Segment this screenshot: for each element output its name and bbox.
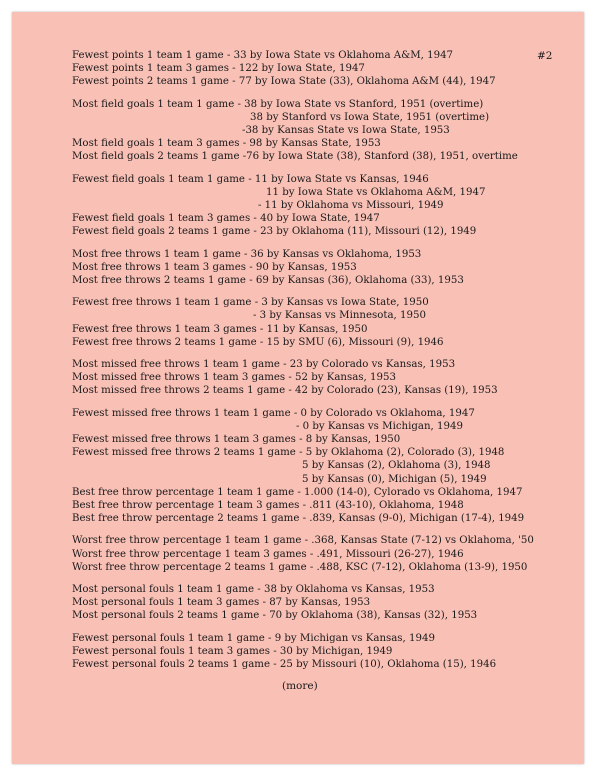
record-line: Most free throws 1 team 3 games - 90 by Kansas, 1953 <box>72 261 357 273</box>
record-line: Most free throws 1 team 1 game - 36 by Kansas vs Oklahoma, 1953 <box>72 248 422 260</box>
record-line: Fewest free throws 2 teams 1 game - 15 by SMU (6), Missouri (9), 1946 <box>72 336 444 348</box>
record-line: 38 by Stanford vs Iowa State, 1951 (overtime) <box>250 111 490 123</box>
record-line: Best free throw percentage 2 teams 1 game - .839, Kansas (9-0), Michigan (17-4), 1949 <box>72 513 525 525</box>
record-line: Most personal fouls 1 team 3 games - 87 by Kansas, 1953 <box>72 597 371 609</box>
record-line: Most missed free throws 1 team 3 games - 52 by Kansas, 1953 <box>72 372 396 384</box>
record-line: Most missed free throws 1 team 1 game - 23 by Colorado vs Kansas, 1953 <box>72 359 456 370</box>
record-line: Fewest field goals 1 team 1 game - 11 by Iowa State vs Kansas, 1946 <box>72 173 429 185</box>
record-line: Worst free throw percentage 2 teams 1 game - .488, KSC (7-12), Oklahoma (13-9), 1950 <box>72 561 528 573</box>
more-footer: (more) <box>282 680 318 693</box>
record-line: - 11 by Oklahoma vs Missouri, 1949 <box>258 200 444 211</box>
record-line: Most missed free throws 2 teams 1 game - 42 by Colorado (23), Kansas (19), 1953 <box>72 385 498 397</box>
record-line: - 0 by Kansas vs Michigan, 1949 <box>296 420 463 432</box>
record-line: Most personal fouls 1 team 1 game - 38 by Oklahoma vs Kansas, 1953 <box>72 584 435 595</box>
record-line: Fewest personal fouls 2 teams 1 game - 25 by Missouri (10), Oklahoma (15), 1946 <box>72 659 497 670</box>
record-line: -38 by Kansas State vs Iowa State, 1953 <box>242 125 450 136</box>
record-line: Most field goals 2 teams 1 game -76 by Iowa State (38), Stanford (38), 1951, overtime <box>72 151 518 163</box>
record-line: - 3 by Kansas vs Minnesota, 1950 <box>253 310 426 322</box>
record-line: Most field goals 1 team 3 games - 98 by Kansas State, 1953 <box>72 138 381 150</box>
record-line: Fewest points 2 teams 1 game - 77 by Iowa State (33), Oklahoma A&M (44), 1947 <box>72 76 496 88</box>
record-line: Worst free throw percentage 1 team 3 games - .491, Missouri (26-27), 1946 <box>72 548 464 560</box>
record-line: Fewest free throws 1 team 3 games - 11 by Kansas, 1950 <box>72 323 368 335</box>
record-line: Most personal fouls 2 teams 1 game - 70 by Oklahoma (38), Kansas (32), 1953 <box>72 610 478 622</box>
page-number: #2 <box>537 50 553 62</box>
record-line: 11 by Iowa State vs Oklahoma A&M, 1947 <box>266 186 486 198</box>
record-line: Fewest personal fouls 1 team 1 game - 9 by Michigan vs Kansas, 1949 <box>72 632 435 644</box>
record-line: Fewest points 1 team 1 game - 33 by Iowa State vs Oklahoma A&M, 1947 <box>72 50 454 61</box>
record-line: Fewest missed free throws 1 team 3 games - 8 by Kansas, 1950 <box>72 434 401 445</box>
record-line: Best free throw percentage 1 team 3 games - .811 (43-10), Oklahoma, 1948 <box>72 500 464 511</box>
record-line: Best free throw percentage 1 team 1 game - 1.000 (14-0), Cylorado vs Oklahoma, 1947 <box>72 486 523 498</box>
record-line: Fewest field goals 2 teams 1 game - 23 by Oklahoma (11), Missouri (12), 1949 <box>72 226 477 238</box>
record-line: Fewest points 1 team 3 games - 122 by Iowa State, 1947 <box>72 63 365 75</box>
record-line: Fewest field goals 1 team 3 games - 40 by Iowa State, 1947 <box>72 213 380 225</box>
record-line: Most free throws 2 teams 1 game - 69 by Kansas (36), Oklahoma (33), 1953 <box>72 275 464 286</box>
record-line: Fewest personal fouls 1 team 3 games - 30 by Michigan, 1949 <box>72 645 393 657</box>
record-line: 5 by Kansas (0), Michigan (5), 1949 <box>302 473 487 485</box>
record-line: 5 by Kansas (2), Oklahoma (3), 1948 <box>302 460 491 472</box>
record-line: Fewest free throws 1 team 1 game - 3 by Kansas vs Iowa State, 1950 <box>72 297 429 309</box>
record-line: Fewest missed free throws 2 teams 1 game - 5 by Oklahoma (2), Colorado (3), 1948 <box>72 447 505 459</box>
record-line: Worst free throw percentage 1 team 1 game - .368, Kansas State (7-12) vs Oklahoma, '50 <box>72 535 534 547</box>
record-line: Most field goals 1 team 1 game - 38 by Iowa State vs Stanford, 1951 (overtime) <box>72 98 484 110</box>
record-sheet <box>12 12 584 764</box>
record-line: Fewest missed free throws 1 team 1 game - 0 by Colorado vs Oklahoma, 1947 <box>72 407 475 419</box>
